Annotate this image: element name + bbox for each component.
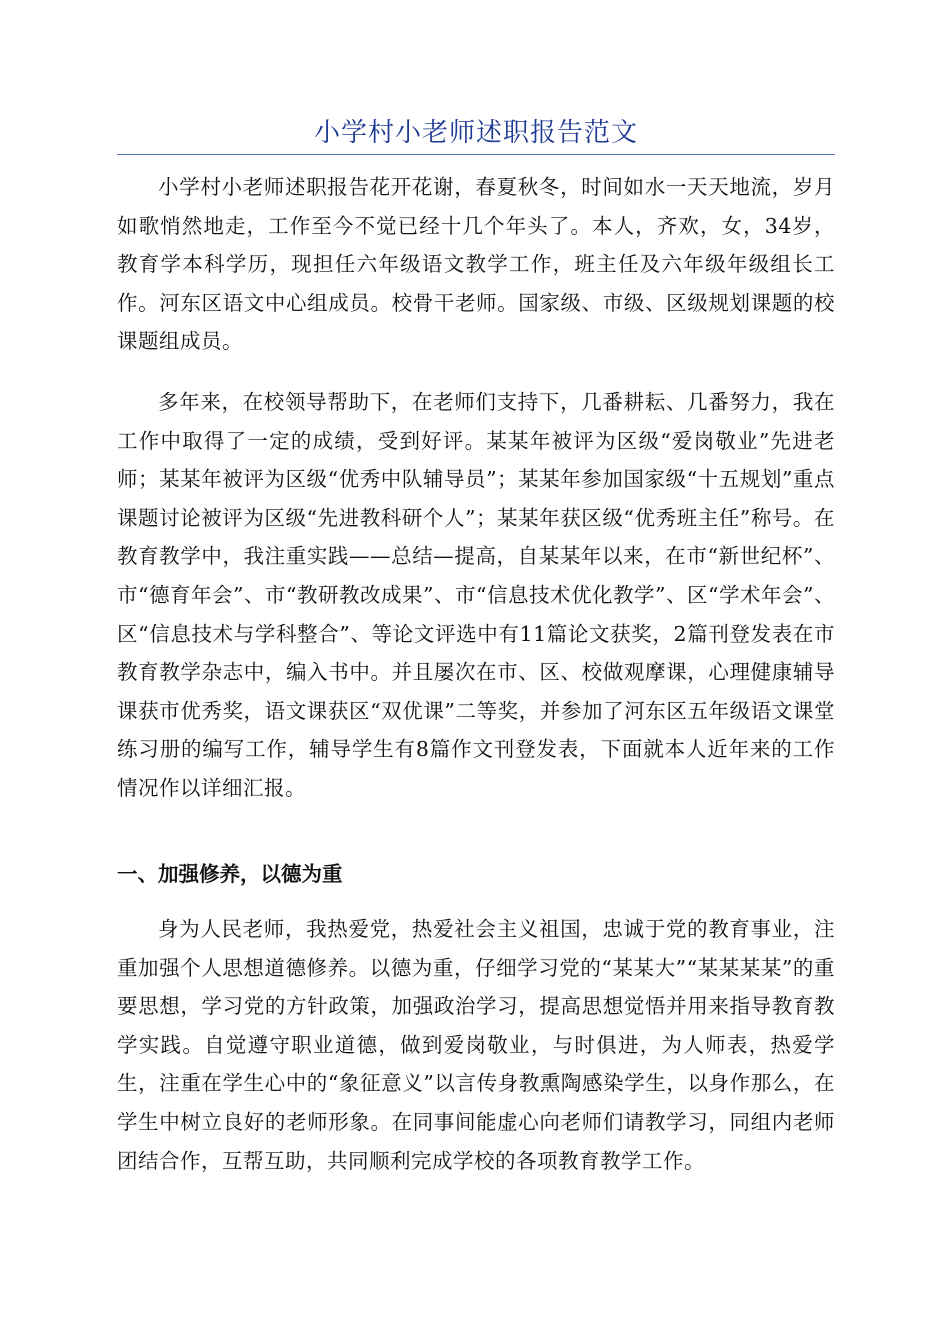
intro-paragraph: 小学村小老师述职报告花开花谢，春夏秋冬，时间如水一天天地流，岁月如歌悄然地走，工作至今不觉已经十几个年头了。本人，齐欢，女，34岁，教育学本科学历，现担任六年级语文教学工作，班主任及六年级年级组长工作。河东区语文中心组成员。校骨干老师。国家级、市级、区级规划课题的校课题组成员。 xyxy=(117,175,835,354)
achievements-paragraph: 多年来，在校领导帮助下，在老师们支持下，几番耕耘、几番努力，我在工作中取得了一定的成绩，受到好评。某某年被评为区级“爱岗敬业”先进老师；某某年被评为区级“优秀中队辅导员”；某某年参加国家级“十五规划”重点课题讨论被评为区级“先进教科研个人”；某某年获区级“优秀班主任”称号。在教育教学中，我注重实践——总结—提高，自某某年以来，在市“新世纪杯”、市“德育年会”、市“教研教改成果”、市“信息技术优化教学”、区“学术年会”、区“信息技术与学科整合”、等论文评选中有11篇论文获奖，2篇刊登发表在市教育教学杂志中，编入书中。并且屡次在市、区、校做观摩课，心理健康辅导课获市优秀奖，语文课获区“双优课”二等奖，并参加了河东区五年级语文课堂练习册的编写工作，辅导学生有8篇作文刊登发表，下面就本人近年来的工作情况作以详细汇报。 xyxy=(117,390,835,800)
section-heading: 一、加强修养，以德为重 xyxy=(117,862,343,886)
title-underline xyxy=(117,154,835,155)
document-title: 小学村小老师述职报告范文 xyxy=(313,118,638,148)
section-paragraph: 身为人民老师，我热爱党，热爱社会主义祖国，忠诚于党的教育事业，注重加强个人思想道德修养。以德为重，仔细学习党的“某某大”“某某某某”的重要思想，学习党的方针政策，加强政治学习，提高思想觉悟并用来指导教育教学实践。自觉遵守职业道德，做到爱岗敬业，与时俱进，为人师表，热爱学生，注重在学生心中的“象征意义”以言传身教熏陶感染学生，以身作那么，在学生中树立良好的老师形象。在同事间能虚心向老师们请教学习，同组内老师团结合作，互帮互助，共同顺利完成学校的各项教育教学工作。 xyxy=(117,917,835,1173)
document-page xyxy=(117,0,835,1173)
